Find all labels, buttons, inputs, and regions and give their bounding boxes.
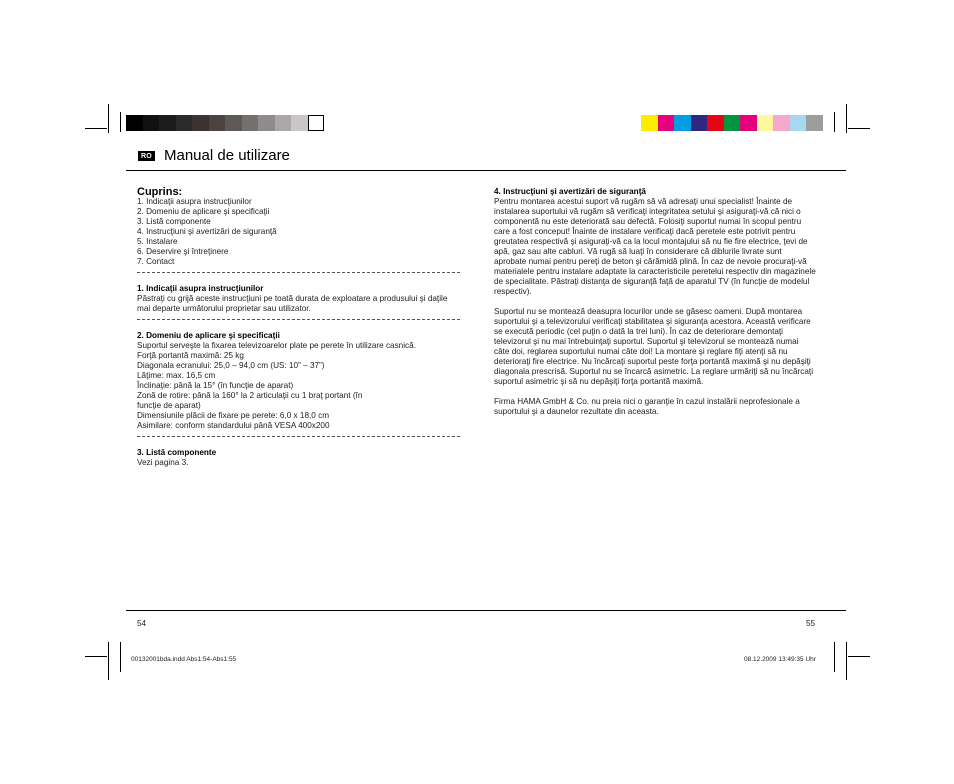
crop-mark	[108, 642, 109, 680]
paragraph: Firma HAMA GmbH & Co. nu preia nici o garanţie în cazul instalării neprofesionale a suportului şi a daunelor rezultate din aceasta.	[494, 397, 800, 416]
paragraph: Suportul nu se montează deasupra locurilor unde se găsesc oameni. După montarea suportului şi a televizorului verificaţi stabilitatea şi siguranţa acestora. Această verificare se execută periodic (cel puţin o dată la trei luni). În caz de deteriorare demontaţi televizorul şi nu mai întrebuinţaţi suportul. Suportul şi televizorul se montează numai câte doi, reglarea suportului numai câte doi! La montare şi reglare fiţi atenţi să nu deterioraţi fire electrice. Nu încărcaţi suportul peste forţa portantă maximă şi nu depăşiţi diagonala prescrisă. Suportul nu se încarcă asimetric. La reglare urmăriţi să nu încărcaţi suportul asimetric şi să nu depăşiţi forţa portantă maximă.	[494, 307, 814, 386]
toc-item: 4. Instrucţiuni şi avertizări de siguranţă	[137, 227, 277, 236]
crop-mark	[120, 112, 121, 132]
section-text: Suportul serveşte la fixarea televizoarelor plate pe perete în utilizare casnică.	[137, 341, 416, 350]
page-number-right: 55	[806, 619, 816, 628]
color-swatch	[724, 115, 741, 131]
crop-mark	[846, 642, 847, 680]
language-badge: RO	[138, 151, 155, 161]
gray-swatch	[209, 115, 226, 131]
color-swatch	[790, 115, 807, 131]
gray-swatch	[159, 115, 176, 131]
color-swatch	[806, 115, 823, 131]
right-column	[494, 187, 816, 417]
footer-rule	[126, 610, 846, 611]
toc-item: 3. Listă componente	[137, 217, 211, 226]
section-text: Vezi pagina 3.	[137, 458, 189, 467]
toc-item: 2. Domeniu de aplicare şi specificaţii	[137, 207, 270, 216]
gray-swatch	[258, 115, 275, 131]
process-color-bar	[641, 115, 823, 131]
spec-item: Înclinaţie: până la 15° (în funcţie de aparat)	[137, 381, 294, 390]
color-swatch	[658, 115, 675, 131]
spec-item: Asimilare: conform standardului până VESA 400x200	[137, 421, 330, 430]
section-heading: 4. Instrucţiuni şi avertizări de siguranţă	[494, 187, 646, 196]
paragraph: Pentru montarea acestui suport vă rugăm să vă adresaţi unui specialist! Înainte de instalarea suportului vă rugăm să verificaţi integritatea setului şi asiguraţi-vă că nici o componentă nu este deteriorată sau defectă. Folosiţi suportul numai în scopul pentru care a fost conceput! Înainte de instalare verificaţi dacă peretele este potrivit pentru greutatea respectivă şi asiguraţi-vă ca la locul montajului să nu fie fire electrice, ţevi de apă, gaz sau alte cabluri. Vă rugă să luaţi în considerare că diblurile livrate sunt aprobate numai pentru pereţi de beton şi cărămidă plină. În caz de nevoie procuraţi-vă materialele pentru instalare adaptate la caracteristicile peretelui respectiv din magazinele de specialitate. Păstraţi distanţa de siguranţă faţă de aparatul TV (în funcţie de modelul respectiv).	[494, 197, 816, 296]
crop-mark	[846, 104, 847, 133]
gray-swatch	[308, 115, 325, 131]
spec-item: Diagonala ecranului: 25,0 – 94,0 cm (US: 10” – 37”)	[137, 361, 325, 370]
color-swatch	[691, 115, 708, 131]
grayscale-color-bar	[126, 115, 324, 131]
gray-swatch	[126, 115, 143, 131]
toc-item: 6. Deservire şi întreţinere	[137, 247, 229, 256]
crop-mark	[848, 128, 870, 129]
color-swatch	[773, 115, 790, 131]
header-rule	[126, 170, 846, 171]
spec-item: Lăţime: max. 16,5 cm	[137, 371, 216, 380]
gray-swatch	[143, 115, 160, 131]
color-swatch	[740, 115, 757, 131]
toc-item: 5. Instalare	[137, 237, 178, 246]
spec-item: Forţă portantă maximă: 25 kg	[137, 351, 244, 360]
spec-item: Zonă de rotire: până la 160° la 2 articulaţii cu 1 braţ portant (în funcţie de aparat)	[137, 391, 363, 410]
gray-swatch	[176, 115, 193, 131]
crop-mark	[834, 112, 835, 132]
crop-mark	[85, 656, 107, 657]
gray-swatch	[242, 115, 259, 131]
toc-item: 1. Indicaţii asupra instrucţiunilor	[137, 197, 252, 206]
color-swatch	[757, 115, 774, 131]
crop-mark	[848, 656, 870, 657]
page-number-left: 54	[137, 619, 147, 628]
section-heading: 3. Listă componente	[137, 448, 217, 457]
color-swatch	[707, 115, 724, 131]
page-title: Manual de utilizare	[164, 147, 290, 164]
section-heading: 1. Indicaţii asupra instrucţiunilor	[137, 284, 264, 293]
section-divider	[137, 436, 460, 443]
crop-mark	[85, 128, 107, 129]
file-slug: 00132001bda.indd Abs1:54-Abs1:55	[131, 656, 237, 663]
gray-swatch	[225, 115, 242, 131]
crop-mark	[120, 642, 121, 672]
color-swatch	[674, 115, 691, 131]
gray-swatch	[275, 115, 292, 131]
left-column	[137, 187, 460, 468]
crop-mark	[108, 104, 109, 133]
color-swatch	[641, 115, 658, 131]
gray-swatch	[192, 115, 209, 131]
crop-mark	[834, 642, 835, 672]
section-divider	[137, 319, 460, 326]
section-text: Păstraţi cu grijă aceste instrucţiuni pe toată durata de exploatare a produsului şi daţile mai departe următorului proprietar sau utilizator.	[137, 294, 448, 313]
section-divider	[137, 272, 460, 279]
spec-item: Dimensiunile plăcii de fixare pe perete: 6,0 x 18,0 cm	[137, 411, 330, 420]
date-slug: 08.12.2009 13:49:35 Uhr	[744, 656, 816, 663]
section-heading: 2. Domeniu de aplicare şi specificaţii	[137, 331, 280, 340]
toc-item: 7. Contact	[137, 257, 175, 266]
toc-title: Cuprins:	[137, 186, 183, 198]
gray-swatch	[291, 115, 308, 131]
